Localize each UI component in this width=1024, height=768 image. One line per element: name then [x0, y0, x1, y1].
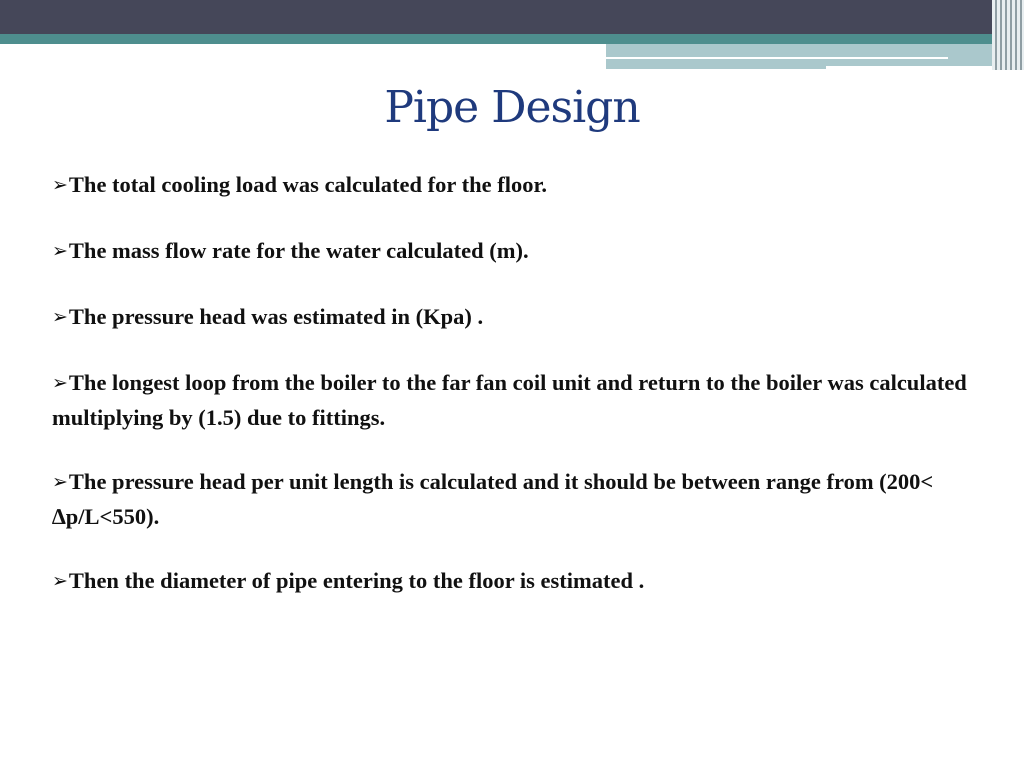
bullet-text: The pressure head was estimated in (Kpa) .: [68, 304, 484, 329]
header-teal-band: [0, 34, 1024, 44]
bullet-item: [52, 366, 972, 434]
bullet-text: The total cooling load was calculated for the floor.: [68, 172, 548, 197]
bullet-item: [52, 300, 972, 335]
arrow-bullet-icon: ➢: [52, 174, 68, 196]
bullet-text: The mass flow rate for the water calculated (m).: [68, 238, 529, 263]
slide-title: Pipe Design: [384, 82, 640, 133]
arrow-bullet-icon: ➢: [52, 570, 68, 592]
header-accent-line: [606, 57, 948, 59]
bullet-item: [52, 168, 972, 203]
arrow-bullet-icon: ➢: [52, 372, 68, 394]
bullet-item: [52, 465, 972, 533]
bullet-item: [52, 234, 972, 269]
arrow-bullet-icon: ➢: [52, 306, 68, 328]
header-accent-line-lower: [606, 66, 826, 69]
arrow-bullet-icon: ➢: [52, 471, 68, 493]
bullet-text: The pressure head per unit length is calculated and it should be between range from (200< ∆p/L<550).: [52, 469, 934, 529]
header-white-cut: [0, 44, 606, 50]
bullet-item: [52, 564, 972, 599]
bullet-text: Then the diameter of pipe entering to the floor is estimated .: [68, 568, 645, 593]
arrow-bullet-icon: ➢: [52, 240, 68, 262]
bullet-text: The longest loop from the boiler to the far fan coil unit and return to the boiler was calculated multiplying by (1.5) due to fittings.: [52, 370, 967, 430]
header-dark-band: [0, 0, 1024, 34]
bullet-list: [52, 168, 972, 630]
header-corner-stripes: [992, 0, 1024, 70]
